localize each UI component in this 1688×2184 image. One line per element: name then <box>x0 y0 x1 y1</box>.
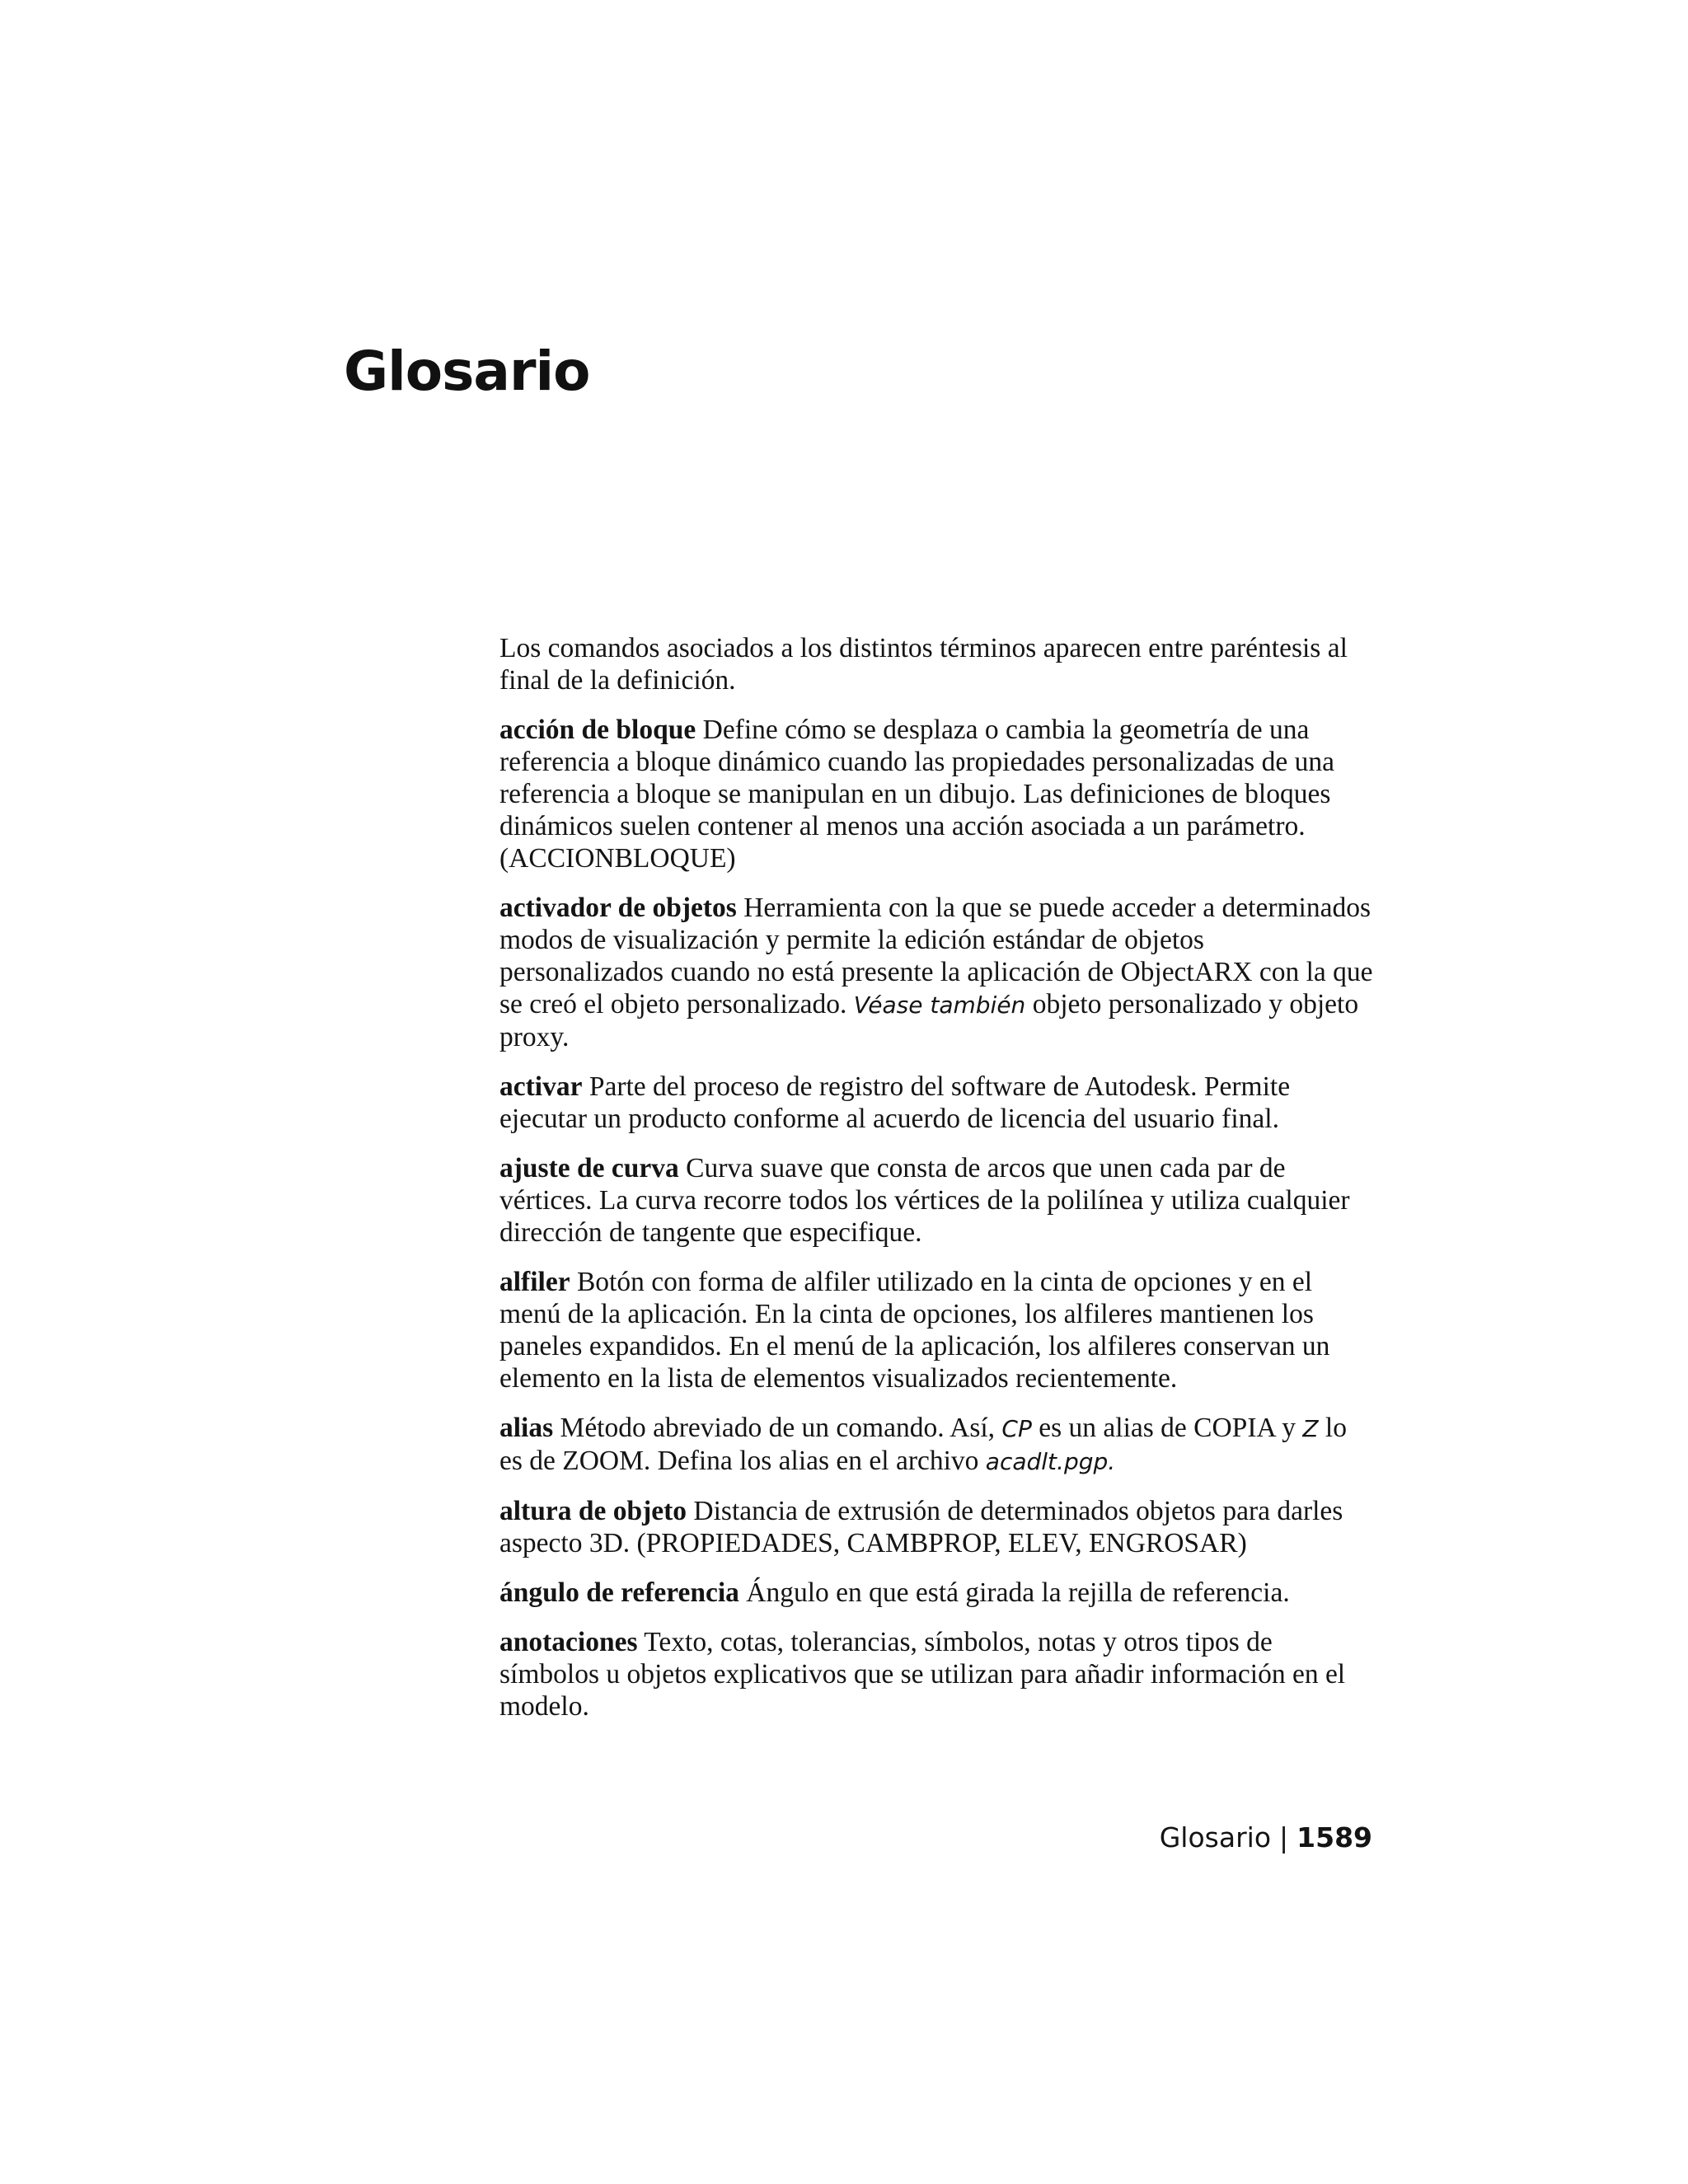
glossary-term: activar <box>499 1071 583 1102</box>
glossary-definition: Texto, cotas, tolerancias, símbolos, notas y otros tipos de símbolos u objetos explicativos que se utilizan para añadir información en el modelo. <box>499 1627 1346 1722</box>
glossary-term: anotaciones <box>499 1627 638 1657</box>
glossary-term: ajuste de curva <box>499 1153 679 1183</box>
glossary-entry <box>499 1071 1373 1135</box>
glossary-definition: Parte del proceso de registro del software de Autodesk. Permite ejecutar un producto conforme al acuerdo de licencia del usuario final. <box>499 1071 1291 1134</box>
glossary-entry <box>499 1152 1373 1249</box>
glossary-entry <box>499 1412 1373 1478</box>
footer-separator: | <box>1279 1821 1289 1854</box>
glossary-definition: Ángulo en que está girada la rejilla de referencia. <box>746 1577 1290 1608</box>
alias-example-z: Z <box>1302 1415 1319 1442</box>
glossary-entry <box>499 1626 1373 1722</box>
see-also-text: objeto personalizado y objeto proxy. <box>499 989 1359 1052</box>
glossary-entry <box>499 1266 1373 1394</box>
glossary-term: ángulo de referencia <box>499 1577 739 1608</box>
page-footer <box>1160 1821 1372 1854</box>
glossary-entry <box>499 892 1373 1053</box>
filename: acadlt.pgp. <box>985 1448 1116 1475</box>
glossary-content <box>499 632 1373 1740</box>
glossary-definition: Botón con forma de alfiler utilizado en la cinta de opciones y en el menú de la aplicación. En la cinta de opciones, los alfileres mantienen los paneles expandidos. En el menú de la aplicación, los alfileres conservan un elemento en la lista de elementos visualizados recientemente. <box>499 1267 1330 1394</box>
glossary-term: alfiler <box>499 1267 570 1297</box>
page-number: 1589 <box>1296 1821 1372 1854</box>
glossary-definition: Curva suave que consta de arcos que unen cada par de vértices. La curva recorre todos los vértices de la polilínea y utiliza cualquier dirección de tangente que especifique. <box>499 1153 1350 1248</box>
alias-example-cp: CP <box>1001 1415 1032 1442</box>
glossary-term: altura de objeto <box>499 1496 687 1526</box>
glossary-entry <box>499 714 1373 874</box>
glossary-entry <box>499 1495 1373 1559</box>
glossary-definition-part: es un alias de COPIA y <box>1039 1413 1296 1443</box>
glossary-term: alias <box>499 1413 554 1443</box>
footer-section-name: Glosario <box>1159 1821 1272 1854</box>
glossary-definition: Define cómo se desplaza o cambia la geometría de una referencia a bloque dinámico cuando las propiedades personalizadas de una referencia a bloque se manipulan en un dibujo. Las definiciones de bloques dinámicos suelen contener al menos una acción asociada a un parámetro. (ACCIONBLOQUE) <box>499 715 1334 874</box>
glossary-definition: Herramienta con la que se puede acceder a determinados modos de visualización y permite la edición estándar de objetos personalizados cuando no está presente la aplicación de ObjectARX con la que se creó el objeto personalizado. <box>499 893 1373 1019</box>
glossary-definition-part: lo es de ZOOM. Defina los alias en el archivo <box>499 1413 1347 1476</box>
glossary-term: activador de objetos <box>499 893 737 923</box>
intro-paragraph: Los comandos asociados a los distintos términos aparecen entre paréntesis al final de la definición. <box>499 633 1348 696</box>
glossary-entry <box>499 1577 1373 1609</box>
page-title: Glosario <box>344 340 590 403</box>
see-also-label: Véase también <box>853 991 1026 1019</box>
glossary-term: acción de bloque <box>499 715 696 745</box>
glossary-definition-part: Método abreviado de un comando. Así, <box>560 1413 996 1443</box>
glossary-definition: Distancia de extrusión de determinados objetos para darles aspecto 3D. (PROPIEDADES, CAMBPROP, ELEV, ENGROSAR) <box>499 1496 1343 1558</box>
